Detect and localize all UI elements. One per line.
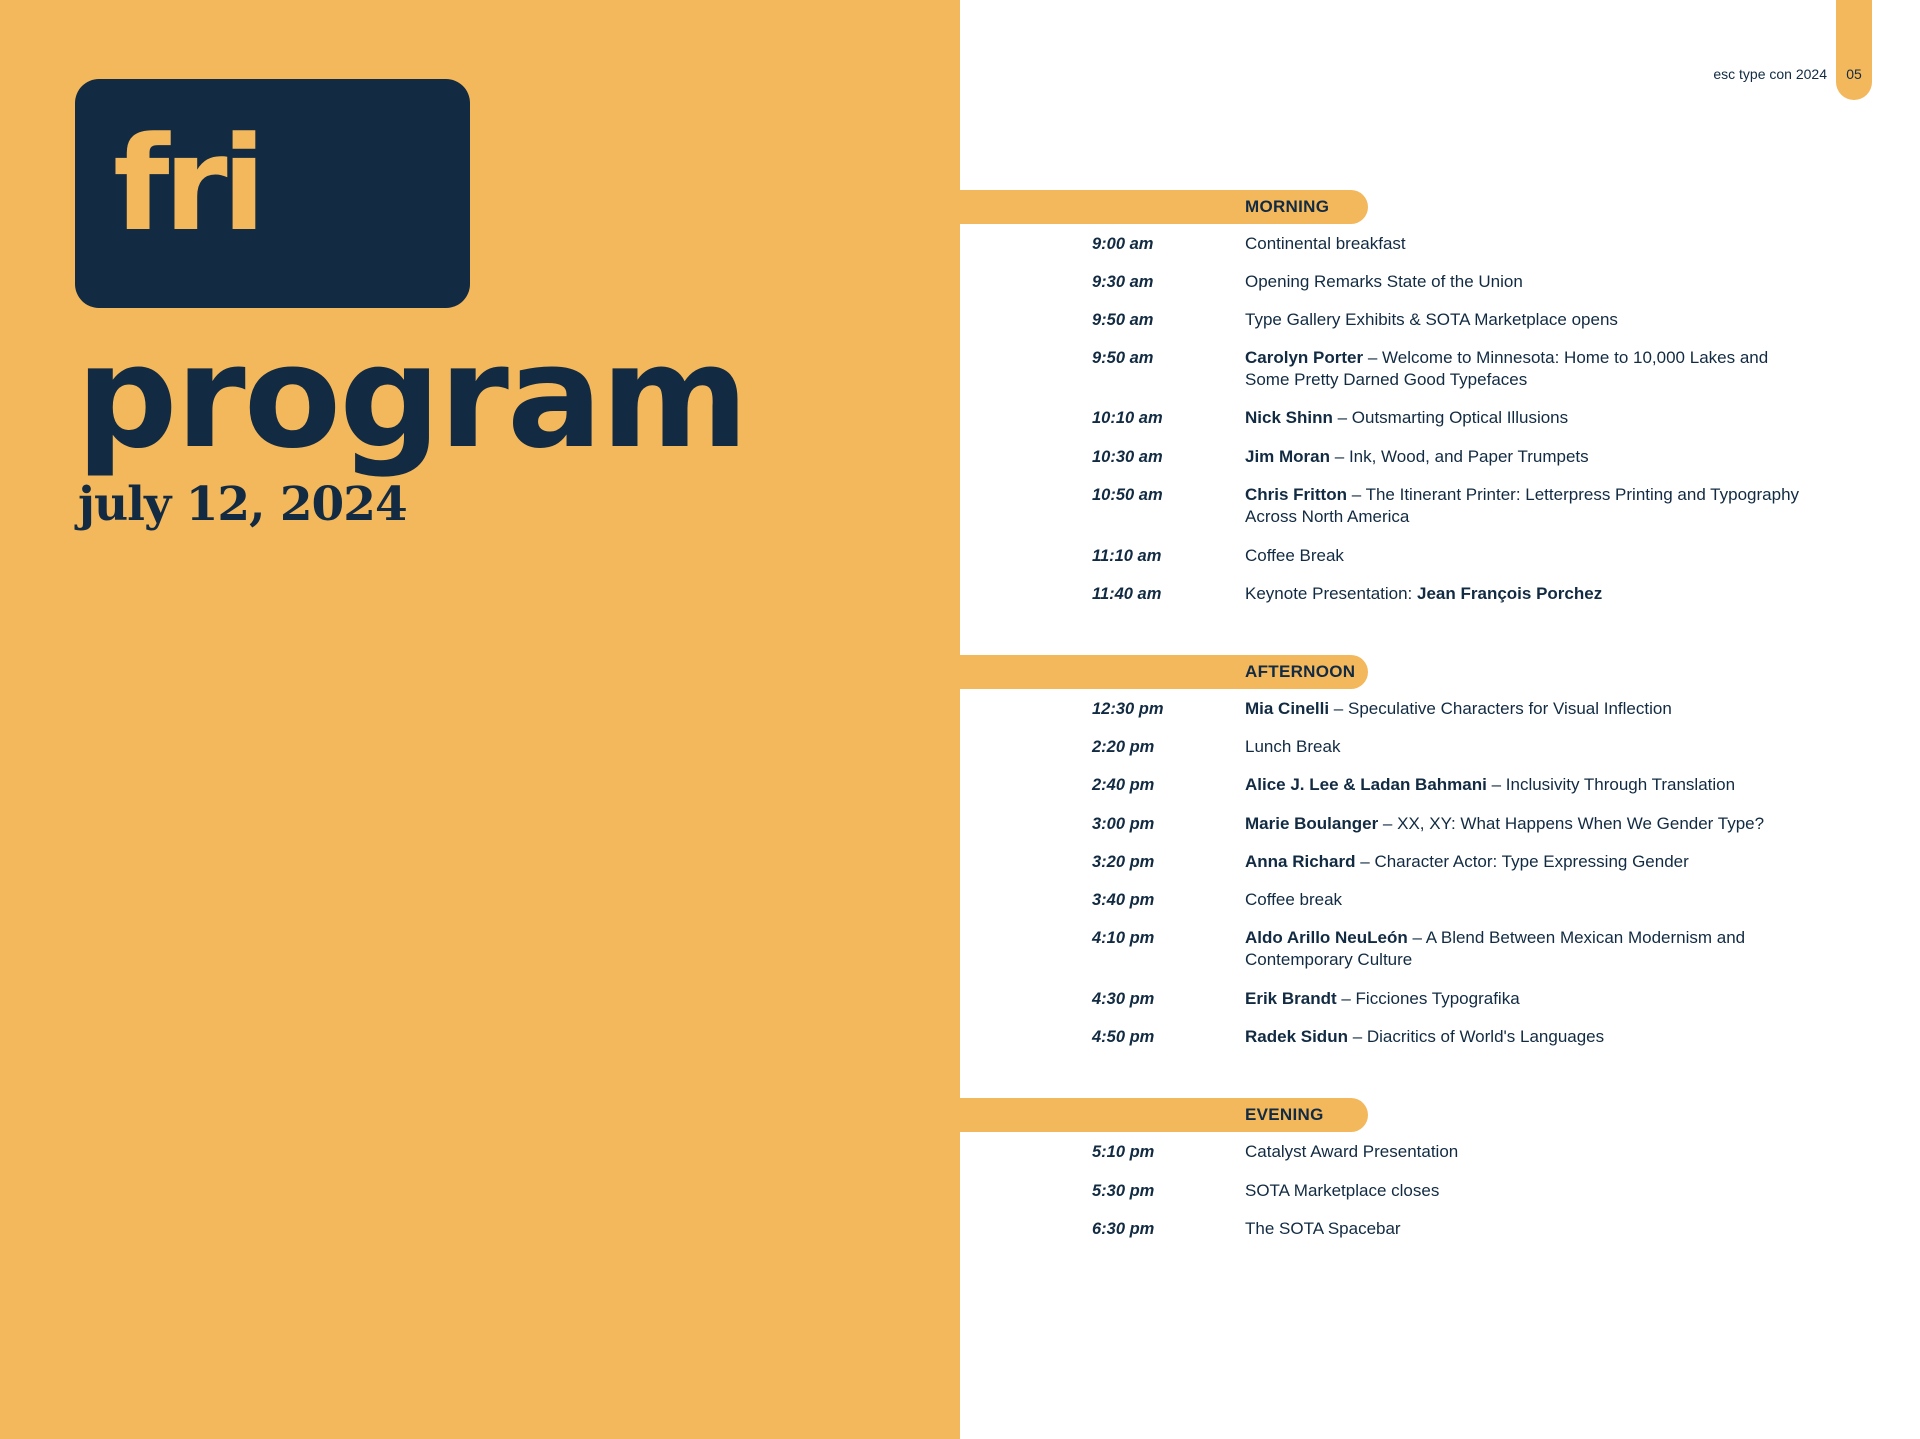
speaker-name: Carolyn Porter xyxy=(1245,348,1364,367)
speaker-name: Aldo Arillo NeuLeón xyxy=(1245,928,1408,947)
session-time: 4:30 pm xyxy=(1092,990,1155,1008)
session-title: Ink, Wood, and Paper Trumpets xyxy=(1348,447,1589,466)
session-description: Aldo Arillo NeuLeón – A Blend Between Mexican Modernism and Contemporary Culture xyxy=(1245,928,1746,969)
speaker-name: Mia Cinelli xyxy=(1245,699,1330,718)
session-description: Chris Fritton – The Itinerant Printer: Letterpress Printing and Typography Across North America xyxy=(1245,485,1800,526)
session-description: Nick Shinn – Outsmarting Optical Illusions xyxy=(1245,408,1569,427)
session-title: Outsmarting Optical Illusions xyxy=(1351,408,1569,427)
session-title: Diacritics of World's Languages xyxy=(1366,1027,1605,1046)
session-title: The SOTA Spacebar xyxy=(1245,1219,1401,1238)
speaker-name: Nick Shinn xyxy=(1245,408,1333,427)
speaker-name: Alice J. Lee & Ladan Bahmani xyxy=(1245,775,1487,794)
page-number: 05 xyxy=(1846,66,1862,82)
session-description xyxy=(1245,233,1805,255)
session-title: XX, XY: What Happens When We Gender Type? xyxy=(1397,814,1765,833)
header-label: esc type con 2024 xyxy=(1713,66,1827,82)
session-description xyxy=(1245,271,1805,293)
session-title: Coffee Break xyxy=(1245,546,1344,565)
session-title: Type Gallery Exhibits & SOTA Marketplace opens xyxy=(1245,310,1618,329)
section-title: MORNING xyxy=(1245,197,1330,216)
session-time: 3:40 pm xyxy=(1092,891,1155,909)
day-label: fri xyxy=(113,108,261,260)
session-title: SOTA Marketplace closes xyxy=(1245,1181,1440,1200)
session-title: Lunch Break xyxy=(1245,737,1341,756)
session-description: Radek Sidun – Diacritics of World's Languages xyxy=(1245,1027,1605,1046)
session-time: 2:40 pm xyxy=(1092,776,1155,794)
session-time: 10:50 am xyxy=(1092,486,1163,504)
session-title: Inclusivity Through Translation xyxy=(1505,775,1736,794)
speaker-name: Chris Fritton xyxy=(1245,485,1347,504)
session-time: 12:30 pm xyxy=(1092,700,1164,718)
session-title: Keynote Presentation: xyxy=(1245,584,1418,603)
session-time: 10:30 am xyxy=(1092,448,1163,466)
event-date: july 12, 2024 xyxy=(78,477,407,532)
session-time: 9:30 am xyxy=(1092,273,1154,291)
session-time: 9:00 am xyxy=(1092,235,1154,253)
session-description: Carolyn Porter – Welcome to Minnesota: Home to 10,000 Lakes and Some Pretty Darned Good Typefaces xyxy=(1245,348,1769,389)
session-time: 10:10 am xyxy=(1092,409,1163,427)
section-title: EVENING xyxy=(1245,1105,1324,1124)
session-title: Welcome to Minnesota: Home to 10,000 Lakes and Some Pretty Darned Good Typefaces xyxy=(1245,348,1769,389)
session-title: Opening Remarks State of the Union xyxy=(1245,272,1523,291)
session-description xyxy=(1245,736,1805,758)
keynote-speaker: Jean François Porchez xyxy=(1417,584,1603,603)
session-time: 9:50 am xyxy=(1092,311,1154,329)
session-title: The Itinerant Printer: Letterpress Printing and Typography Across North America xyxy=(1245,485,1800,526)
section-title: AFTERNOON xyxy=(1245,662,1356,681)
session-title: Continental breakfast xyxy=(1245,234,1406,253)
speaker-name: Jim Moran xyxy=(1245,447,1331,466)
session-description: Erik Brandt – Ficciones Typografika xyxy=(1245,989,1520,1008)
speaker-name: Erik Brandt xyxy=(1245,989,1337,1008)
session-time: 4:50 pm xyxy=(1092,1028,1155,1046)
session-description: Alice J. Lee & Ladan Bahmani – Inclusivity Through Translation xyxy=(1245,775,1736,794)
session-time: 11:40 am xyxy=(1092,585,1162,603)
session-title: A Blend Between Mexican Modernism and Contemporary Culture xyxy=(1245,928,1746,969)
session-title: Speculative Characters for Visual Inflection xyxy=(1347,699,1672,718)
session-time: 9:50 am xyxy=(1092,349,1154,367)
session-title: Character Actor: Type Expressing Gender xyxy=(1374,852,1689,871)
page-tab xyxy=(1836,0,1872,100)
session-description xyxy=(1245,1141,1805,1163)
session-time: 3:20 pm xyxy=(1092,853,1155,871)
session-description xyxy=(1245,583,1805,605)
page-title: program xyxy=(76,315,747,480)
session-description xyxy=(1245,1218,1805,1240)
session-description xyxy=(1245,309,1805,331)
session-description: Jim Moran – Ink, Wood, and Paper Trumpets xyxy=(1245,447,1589,466)
day-badge xyxy=(75,79,470,308)
section-header-evening xyxy=(960,1098,1368,1132)
session-title: Coffee break xyxy=(1245,890,1343,909)
section-header-afternoon xyxy=(960,655,1368,689)
speaker-name: Marie Boulanger xyxy=(1245,814,1379,833)
session-title: Catalyst Award Presentation xyxy=(1245,1142,1459,1161)
session-description: Mia Cinelli – Speculative Characters for Visual Inflection xyxy=(1245,699,1672,718)
session-time: 6:30 pm xyxy=(1092,1220,1155,1238)
speaker-name: Radek Sidun xyxy=(1245,1027,1348,1046)
speaker-name: Anna Richard xyxy=(1245,852,1356,871)
session-description: Anna Richard – Character Actor: Type Expressing Gender xyxy=(1245,852,1689,871)
session-time: 4:10 pm xyxy=(1092,929,1155,947)
session-description xyxy=(1245,545,1805,567)
session-time: 5:10 pm xyxy=(1092,1143,1155,1161)
session-time: 5:30 pm xyxy=(1092,1182,1155,1200)
section-header-morning xyxy=(960,190,1368,224)
session-description: Marie Boulanger – XX, XY: What Happens When We Gender Type? xyxy=(1245,814,1765,833)
session-time: 3:00 pm xyxy=(1092,815,1155,833)
session-time: 2:20 pm xyxy=(1092,738,1155,756)
session-time: 11:10 am xyxy=(1092,547,1162,565)
session-description xyxy=(1245,1180,1805,1202)
session-description xyxy=(1245,889,1805,911)
session-title: Ficciones Typografika xyxy=(1355,989,1520,1008)
